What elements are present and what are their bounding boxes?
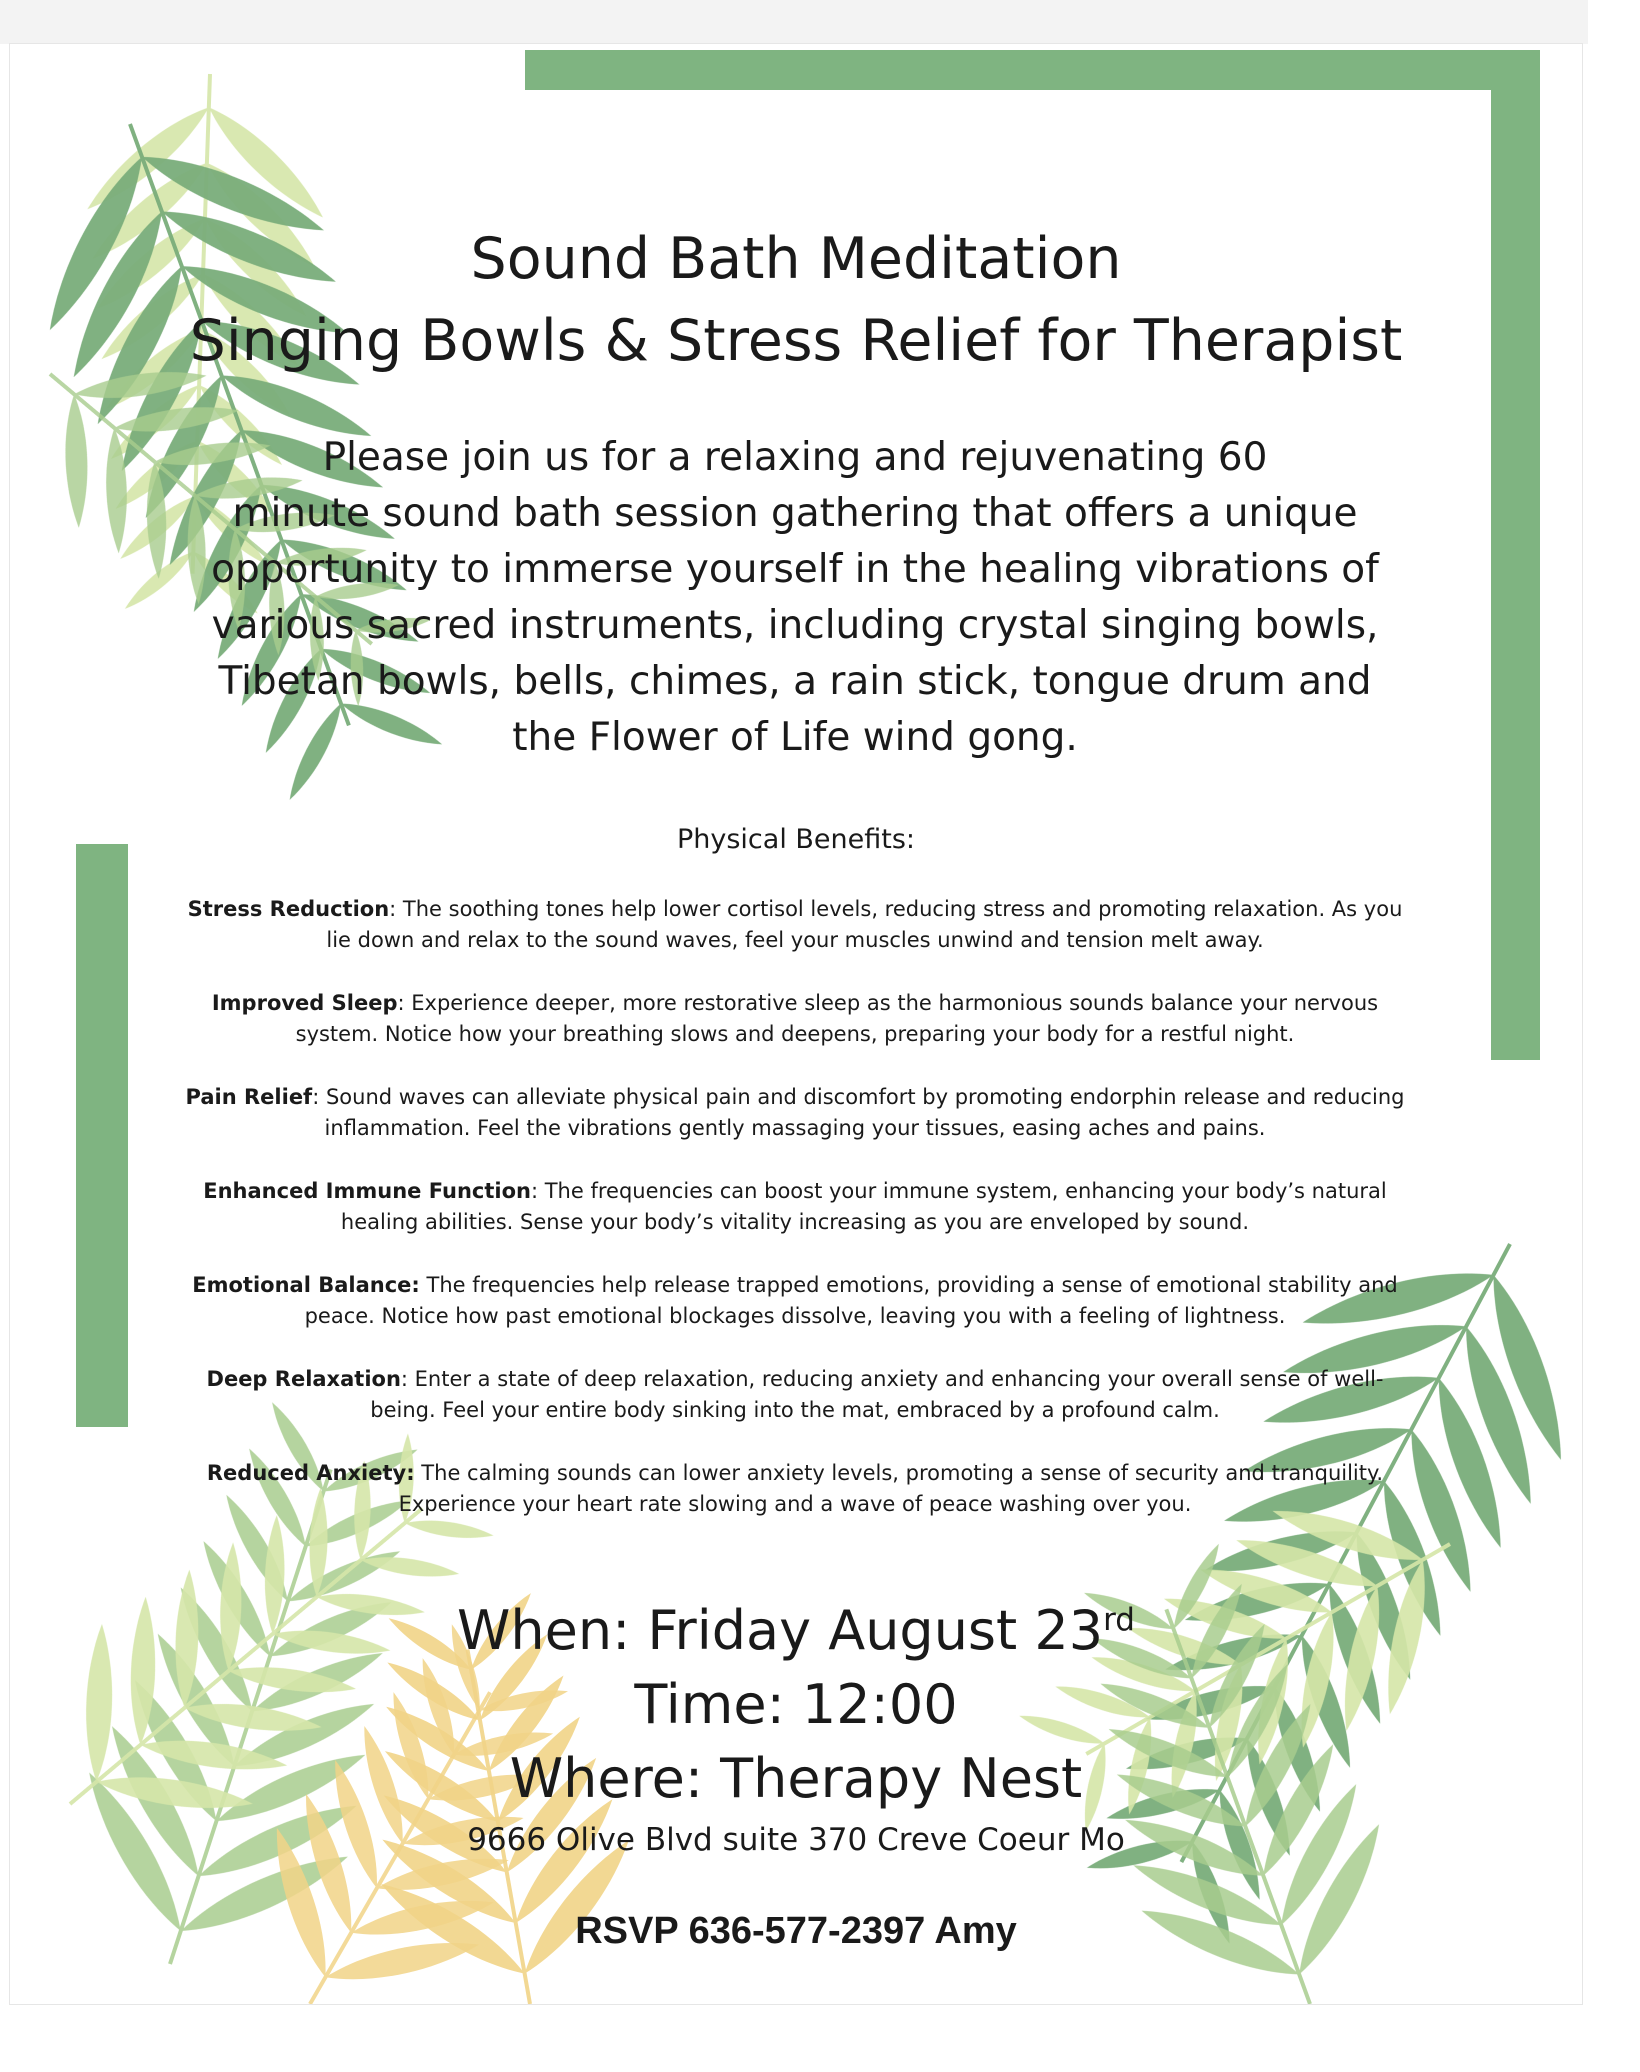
rsvp-contact: RSVP 636-577-2397 Amy [575, 1910, 1017, 1952]
benefit-text: The soothing tones help lower cortisol levels, reducing stress and promoting relaxation. As you lie down and relax to the sound waves, feel your muscles unwind and tension melt away. [326, 897, 1403, 952]
benefit-separator: : [530, 1179, 539, 1203]
benefit-item [180, 1082, 1410, 1144]
intro-line: the Flower of Life wind gong. [512, 715, 1078, 760]
event-address: 9666 Olive Blvd suite 370 Creve Coeur Mo [467, 1822, 1125, 1858]
intro-line: opportunity to immerse yourself in the healing vibrations of [211, 547, 1379, 592]
event-date [10, 1594, 1582, 1668]
benefit-item [180, 1458, 1410, 1520]
benefit-name: Improved Sleep [211, 991, 398, 1015]
event-time: Time: 12:00 [634, 1673, 958, 1736]
intro-line: various sacred instruments, including crystal singing bowls, [211, 603, 1379, 648]
benefit-text: The frequencies help release trapped emotions, providing a sense of emotional stability and peace. Notice how past emotional blockages dissolve, leaving you with a feeling of lightness. [304, 1273, 1398, 1328]
benefit-name: Emotional Balance: [192, 1273, 420, 1297]
page-right-gutter [1588, 0, 1640, 2072]
intro-paragraph [180, 430, 1410, 766]
intro-line: minute sound bath session gathering that offers a unique [232, 491, 1358, 536]
benefit-item [180, 894, 1410, 956]
flyer-subtitle: Singing Bowls & Stress Relief for Therapist [189, 308, 1403, 374]
benefit-text: Enter a state of deep relaxation, reducing anxiety and enhancing your overall sense of well-being. Feel your entire body sinking into the mat, embraced by a profound calm. [370, 1367, 1384, 1422]
flyer-content [10, 44, 1582, 2004]
benefit-text: The frequencies can boost your immune system, enhancing your body’s natural healing abilities. Sense your body’s vitality increasing as you are enveloped by sound. [340, 1179, 1387, 1234]
benefit-name: Deep Relaxation [206, 1367, 401, 1391]
benefit-item [180, 1364, 1410, 1426]
event-date-text: When: Friday August 23 [457, 1599, 1104, 1662]
benefits-list [180, 894, 1410, 1552]
intro-line: Please join us for a relaxing and rejuvenating 60 [322, 435, 1268, 480]
benefit-item [180, 1270, 1410, 1332]
event-date-suffix: rd [1103, 1602, 1135, 1638]
benefit-name: Enhanced Immune Function [203, 1179, 531, 1203]
benefit-text: Sound waves can alleviate physical pain and discomfort by promoting endorphin release and reducing inflammation. Feel the vibrations gently massaging your tissues, easing aches and pains. [319, 1085, 1405, 1140]
benefit-item [180, 1176, 1410, 1238]
flyer [10, 44, 1582, 2004]
flyer-title: Sound Bath Meditation [470, 226, 1122, 292]
benefit-name: Reduced Anxiety: [206, 1461, 415, 1485]
benefit-separator: : [312, 1085, 320, 1109]
benefit-separator: : [389, 897, 397, 921]
benefit-text: Experience deeper, more restorative sleep as the harmonious sounds balance your nervous system. Notice how your breathing slows and deepens, preparing your body for a restful night. [295, 991, 1379, 1046]
intro-line: Tibetan bowls, bells, chimes, a rain stick, tongue drum and [218, 659, 1372, 704]
benefit-name: Pain Relief [185, 1085, 313, 1109]
page-top-strip [0, 0, 1640, 44]
benefit-separator: : [397, 991, 405, 1015]
benefit-name: Stress Reduction [187, 897, 390, 921]
benefit-item [180, 988, 1410, 1050]
benefit-text: The calming sounds can lower anxiety levels, promoting a sense of security and tranquility. Experience your heart rate slowing and a wave of peace washing over you. [398, 1461, 1384, 1516]
benefit-separator: : [400, 1367, 408, 1391]
benefits-heading: Physical Benefits: [676, 824, 916, 855]
event-location: Where: Therapy Nest [509, 1747, 1083, 1810]
